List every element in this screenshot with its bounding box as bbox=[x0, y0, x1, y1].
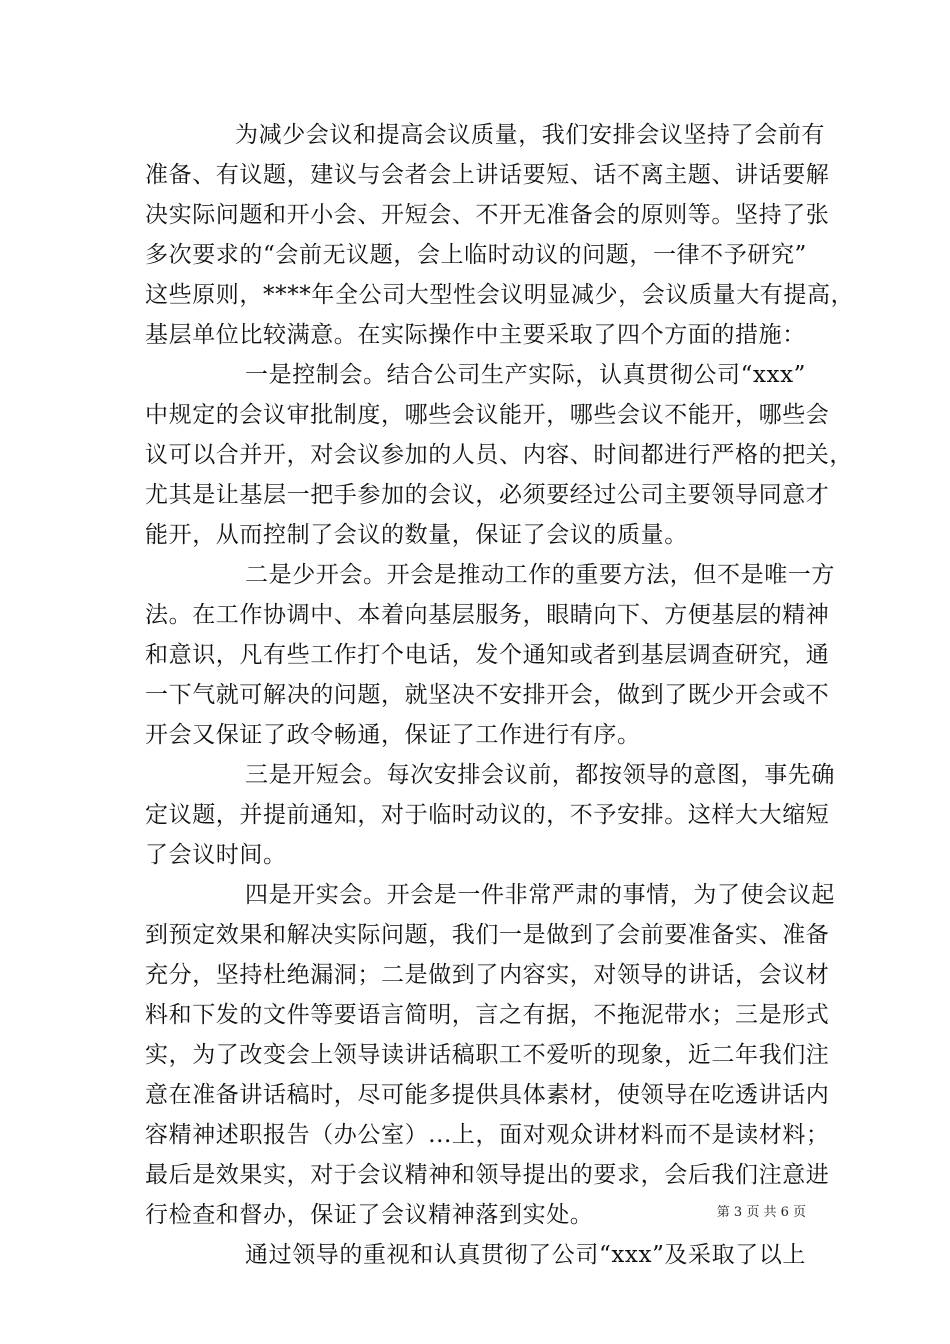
page-number-footer: 第 3 页 共 6 页 bbox=[716, 1205, 806, 1220]
text-line: 尤其是让基层一把手参加的会议，必须要经过公司主要领导同意才 bbox=[145, 482, 830, 508]
text-line: 实，为了改变会上领导读讲话稿职工不爱听的现象，近二年我们注 bbox=[145, 1042, 830, 1068]
text-line: 为减少会议和提高会议质量，我们安排会议坚持了会前有 bbox=[235, 122, 825, 148]
text-line: 议可以合并开，对会议参加的人员、内容、时间都进行严格的把关， bbox=[145, 442, 853, 468]
text-line: 法。在工作协调中、本着向基层服务，眼睛向下、方便基层的精神 bbox=[145, 602, 830, 628]
text-line: 意在准备讲话稿时，尽可能多提供具体素材，使领导在吃透讲话内 bbox=[145, 1082, 830, 1108]
text-line: 四是开实会。开会是一件非常严肃的事情，为了使会议起 bbox=[245, 882, 835, 908]
paragraph-short-meetings bbox=[145, 755, 835, 875]
text-line: 基层单位比较满意。在实际操作中主要采取了四个方面的措施： bbox=[145, 322, 806, 348]
paragraph-intro bbox=[145, 115, 855, 355]
document-body bbox=[145, 115, 855, 1275]
text-line: 三是开短会。每次安排会议前，都按领导的意图，事先确 bbox=[245, 762, 835, 788]
text-line: 了会议时间。 bbox=[145, 842, 287, 868]
paragraph-conclusion bbox=[145, 1235, 807, 1275]
text-line: 二是少开会。开会是推动工作的重要方法，但不是唯一方 bbox=[245, 562, 835, 588]
paragraph-control-meetings bbox=[145, 355, 853, 555]
text-line: 充分，坚持杜绝漏洞；二是做到了内容实，对领导的讲话，会议材 bbox=[145, 962, 830, 988]
text-line: 能开，从而控制了会议的数量，保证了会议的质量。 bbox=[145, 522, 688, 548]
text-line: 定议题，并提前通知，对于临时动议的，不予安排。这样大大缩短 bbox=[145, 802, 830, 828]
paragraph-fewer-meetings bbox=[145, 555, 835, 755]
text-line: 一下气就可解决的问题，就坚决不安排开会，做到了既少开会或不 bbox=[145, 682, 830, 708]
text-line: 一是控制会。结合公司生产实际，认真贯彻公司“xxx” bbox=[245, 362, 807, 388]
text-line: 到预定效果和解决实际问题，我们一是做到了会前要准备实、准备 bbox=[145, 922, 830, 948]
text-line: 容精神述职报告（办公室）...上，面对观众讲材料而不是读材料； bbox=[145, 1122, 830, 1148]
text-line: 行检查和督办，保证了会议精神落到实处。 bbox=[145, 1202, 594, 1228]
text-line: 开会又保证了政令畅通，保证了工作进行有序。 bbox=[145, 722, 641, 748]
text-line: 和意识，凡有些工作打个电话，发个通知或者到基层调查研究，通 bbox=[145, 642, 830, 668]
text-line: 通过领导的重视和认真贯彻了公司“xxx”及采取了以上 bbox=[245, 1242, 807, 1268]
text-line: 多次要求的“会前无议题，会上临时动议的问题，一律不予研究” bbox=[145, 242, 807, 268]
text-line: 这些原则，****年全公司大型性会议明显减少，会议质量大有提高， bbox=[145, 282, 855, 308]
text-line: 决实际问题和开小会、开短会、不开无准备会的原则等。坚持了张 bbox=[145, 202, 830, 228]
text-line: 料和下发的文件等要语言简明，言之有据，不拖泥带水；三是形式 bbox=[145, 1002, 830, 1028]
paragraph-practical-meetings bbox=[145, 875, 835, 1235]
text-line: 最后是效果实，对于会议精神和领导提出的要求，会后我们注意进 bbox=[145, 1162, 830, 1188]
text-line: 中规定的会议审批制度，哪些会议能开，哪些会议不能开，哪些会 bbox=[145, 402, 830, 428]
text-line: 准备、有议题，建议与会者会上讲话要短、话不离主题、讲话要解 bbox=[145, 162, 830, 188]
